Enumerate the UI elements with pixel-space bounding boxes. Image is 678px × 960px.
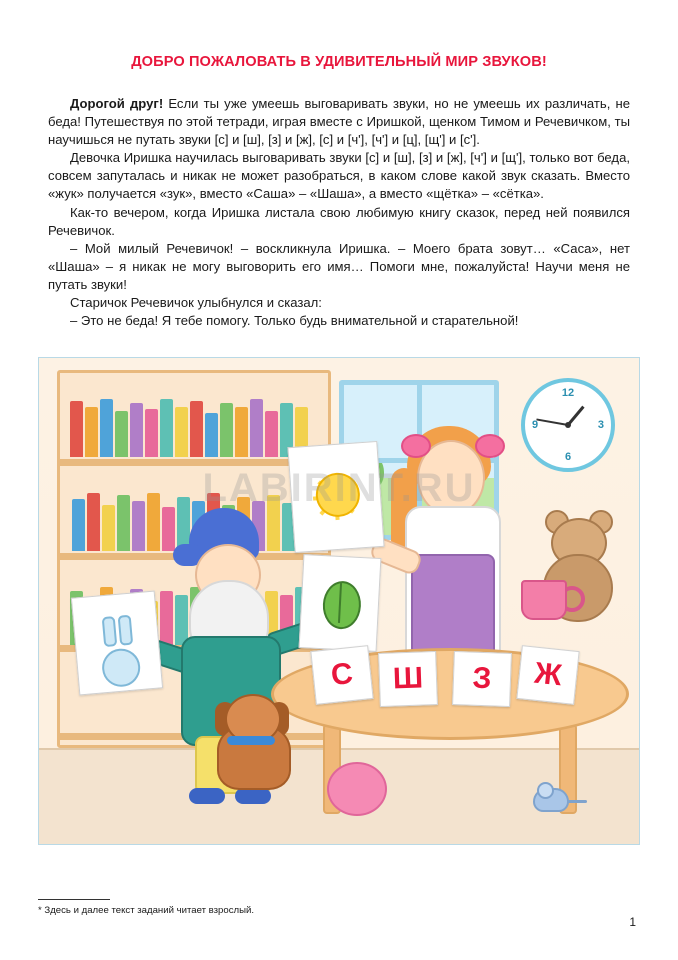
girl-bow bbox=[401, 434, 431, 458]
cup bbox=[521, 580, 567, 620]
paragraph-4: – Мой милый Речевичок! – воскликнула Иришка. – Моего брата зовут… «Саса», нет «Шаша» – я никак не могу выговорить его имя… Помоги мне, пожалуйста! Научи меня не путать звуки! bbox=[48, 240, 630, 292]
paragraph-1 bbox=[48, 95, 630, 149]
paragraph-5: Старичок Речевичок улыбнулся и сказал: bbox=[70, 295, 322, 311]
hare-card bbox=[71, 591, 163, 696]
lead-in: Дорогой друг! bbox=[70, 96, 164, 111]
beetle-icon bbox=[322, 580, 362, 630]
old-man-shoe bbox=[235, 788, 271, 804]
footnote: * Здесь и далее текст заданий читает взрослый. bbox=[38, 905, 255, 916]
hare-icon bbox=[101, 647, 142, 688]
ball bbox=[327, 762, 387, 816]
illustration bbox=[38, 357, 640, 845]
beetle-card bbox=[299, 554, 382, 652]
clock-number-6: 6 bbox=[564, 451, 572, 463]
clock-number-9: 9 bbox=[532, 419, 539, 431]
page-number: 1 bbox=[629, 915, 636, 929]
letter-card: С bbox=[310, 645, 373, 705]
letter-card: Ш bbox=[378, 651, 438, 707]
puppy-collar bbox=[227, 736, 275, 745]
body-text bbox=[48, 95, 630, 330]
footnote-divider bbox=[38, 899, 110, 900]
page-title: ДОБРО ПОЖАЛОВАТЬ В УДИВИТЕЛЬНЫЙ МИР ЗВУКОВ! bbox=[131, 54, 547, 70]
clock-number-3: 3 bbox=[597, 419, 604, 431]
clock-number-12: 12 bbox=[561, 387, 575, 399]
paragraph-1-rest: Если ты уже умеешь выговаривать звуки, но не умеешь их различать, не беда! Путешествуя по этой тетради, играя вместе с Иришкой, щенком Тимом и Речевичком, ты научишься не путать звуки [с] и [ш], [з] и [ж], [с] и [ч'], [ч'] и [ц], [щ'] и [с']. bbox=[48, 96, 631, 148]
paragraph-3: Как-то вечером, когда Иришка листала свою любимую книгу сказок, перед ней появился Речевичок. bbox=[48, 204, 630, 238]
paragraph-6: – Это не беда! Я тебе помогу. Только будь внимательной и старательной! bbox=[70, 313, 519, 329]
clock-center-pin bbox=[565, 422, 571, 428]
clock-minute-hand bbox=[536, 418, 568, 426]
letter-card: Ж bbox=[516, 645, 579, 705]
toy-mouse-ear bbox=[537, 782, 554, 799]
paragraph-2: Девочка Иришка научилась выговаривать звуки [с] и [ш], [з] и [ж], [ч'] и [щ'], только вот беда, совсем запуталась и никак не может разобраться, в каком слове какой звук сказать. Вместо «жук» получается «зук», вместо «Саша» – «Шаша», а вместо «щётка» – «сётка». bbox=[48, 150, 630, 202]
wall-clock bbox=[521, 378, 615, 472]
letter-card: З bbox=[452, 651, 512, 707]
sun-card bbox=[287, 441, 384, 553]
book-row bbox=[66, 395, 322, 457]
watermark: LABIRINT.RU bbox=[202, 466, 476, 510]
girl-bow bbox=[475, 434, 505, 458]
old-man-shoe bbox=[189, 788, 225, 804]
